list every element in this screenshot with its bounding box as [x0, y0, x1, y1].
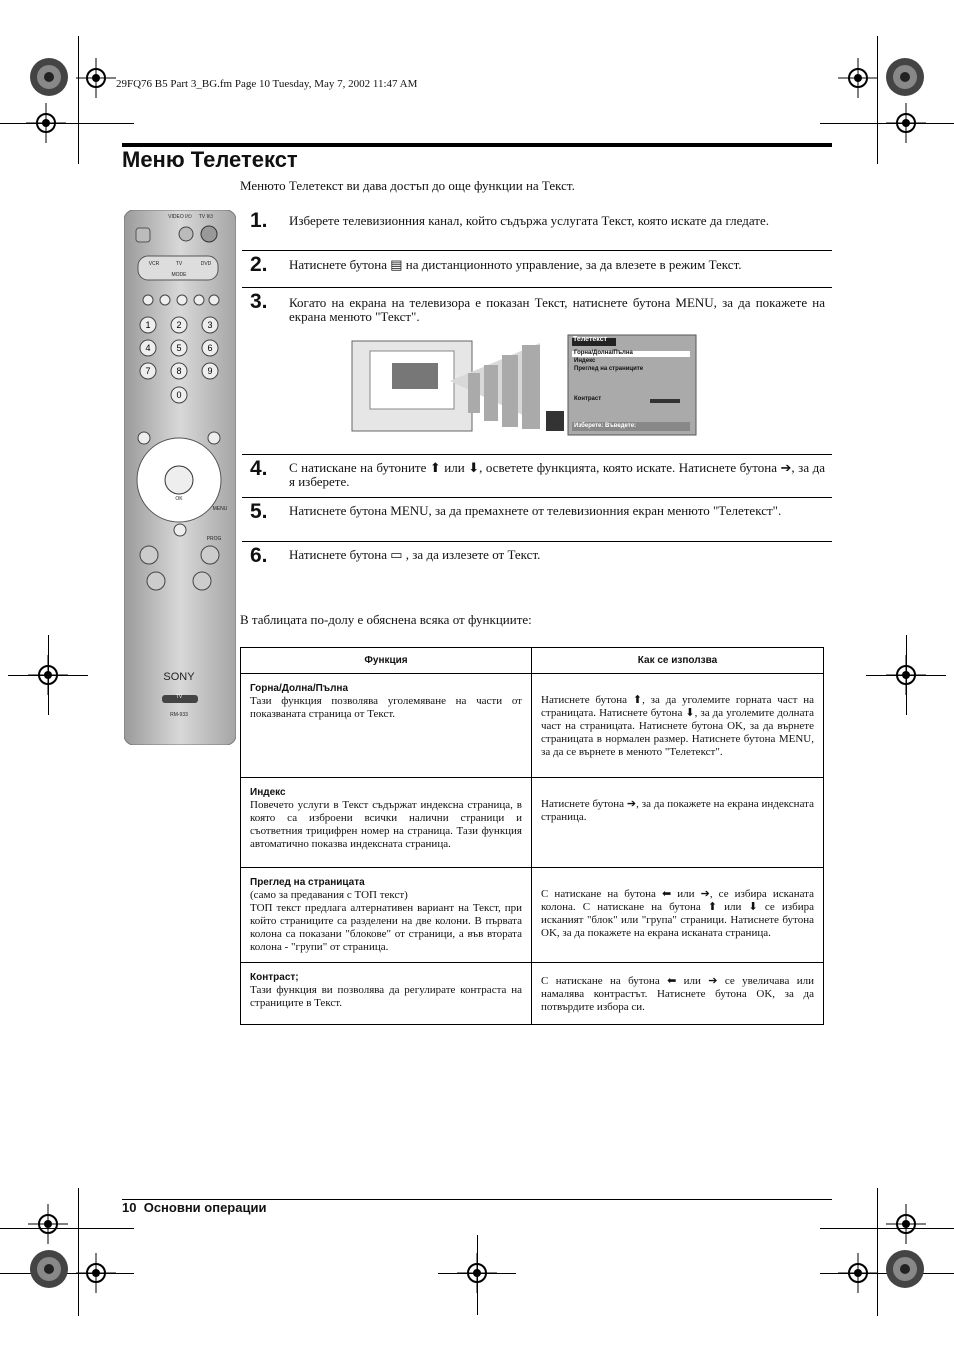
function-cell	[241, 778, 532, 868]
remote-digit: 0	[176, 390, 182, 400]
step-number: 2.	[250, 253, 268, 276]
remote-label: VIDEO I/⏻	[168, 214, 192, 220]
step-text: Натиснете бутона ▭ , за да излезете от Текст.	[289, 547, 541, 562]
step-text: Натиснете бутона ▤ на дистанционното управление, за да влезете в режим Текст.	[289, 257, 742, 272]
table-intro: В таблицата по-долу е обяснена всяка от функциите:	[240, 612, 532, 627]
remote-label: TV	[175, 694, 183, 700]
function-cell	[241, 868, 532, 963]
page-title: Меню Телетекст	[122, 147, 298, 172]
remote-digit: 8	[176, 366, 182, 376]
table-row	[241, 868, 824, 963]
remote-digit: 2	[176, 320, 182, 330]
step-number: 1.	[250, 209, 268, 232]
usage-cell: Натиснете бутона ⬆, за да уголемите горната част на страницата. Натиснете бутона ⬇, за да уголемите долната част на страницата. Натиснете бутона OK, за да върнете страницата в нормален размер. Натиснете бутона MENU, за да се върнете в менюто "Телетекст".	[532, 674, 824, 778]
function-name: Индекс	[250, 787, 286, 798]
teletext-menu-illustration	[350, 333, 700, 438]
crop-line	[0, 123, 134, 124]
step-number: 4.	[250, 457, 268, 480]
step-text: С натискане на бутоните ⬆ или ⬇, осветете функцията, която искате. Натиснете бутона ➔, за да я изберете.	[289, 460, 825, 489]
remote-label: OK	[175, 496, 183, 502]
step-text: Когато на екрана на телевизора е показан Текст, натиснете бутона MENU, за да покажете на екрана менюто "Текст".	[289, 295, 825, 324]
crosshair-icon	[26, 103, 66, 143]
registration-mark-icon	[884, 1248, 926, 1290]
intro-text: Менюто Телетекст ви дава достъп до още функции на Текст.	[240, 178, 575, 193]
remote-label: RM-933	[170, 712, 188, 718]
step-5	[242, 498, 832, 542]
step-number: 3.	[250, 290, 268, 313]
step-text: Натиснете бутона MENU, за да премахнете от телевизионния екран менюто "Телетекст".	[289, 503, 782, 518]
osd-contrast-label: Контраст	[574, 396, 602, 402]
crosshair-icon	[76, 1253, 116, 1293]
step-number: 6.	[250, 544, 268, 567]
crosshair-icon	[457, 1253, 497, 1293]
osd-title: Телетекст	[573, 336, 608, 343]
remote-digit: 7	[145, 366, 151, 376]
step-6	[242, 542, 832, 578]
remote-digit: 4	[145, 343, 151, 353]
remote-label: MENU	[212, 506, 228, 512]
function-name: Преглед на страницата	[250, 877, 365, 888]
remote-label: TV I/⏻	[198, 214, 214, 220]
remote-digit: 9	[207, 366, 213, 376]
crosshair-icon	[28, 1204, 68, 1244]
remote-label: TV	[175, 261, 183, 267]
page-footer	[122, 1200, 266, 1215]
crop-line	[78, 1188, 79, 1316]
remote-digit: 3	[207, 320, 213, 330]
remote-control-illustration	[124, 210, 236, 745]
usage-cell: С натискане на бутона ⬅ или ➔, се избира исканата колона. С натискане на бутона ⬆ или ⬇ се избира исканият "блок" или "група" страници. Натиснете бутона OK, за да покажете на екрана исканата страница.	[532, 868, 824, 963]
remote-label: VCR	[148, 261, 160, 267]
function-description: Тази функция ви позволява да регулирате контраста на страниците в Текст.	[250, 984, 522, 1009]
usage-cell: С натискане на бутона ⬅ или ➔ се увеличава или намалява контрастът. Натиснете бутона OK, за да потвърдите избора си.	[532, 963, 824, 1025]
function-description: Повечето услуги в Текст съдържат индексна страница, в която са изброени всички налични страници и съответния трицифрен номер на страница. Тази функция автоматично показва индексната страница.	[250, 799, 522, 850]
osd-footer: Изберете: Въведете:	[574, 423, 637, 429]
osd-item-3: Преглед на страниците	[574, 366, 644, 372]
registration-mark-icon	[884, 56, 926, 98]
remote-digit: 5	[176, 343, 182, 353]
step-text: Изберете телевизионния канал, който съдържа услугата Текст, която искате да гледате.	[289, 213, 769, 228]
section-name: Основни операции	[143, 1200, 267, 1215]
remote-digit: 6	[207, 343, 213, 353]
step-number: 5.	[250, 500, 268, 523]
crop-line	[877, 1188, 878, 1316]
remote-label: MODE	[171, 272, 187, 278]
remote-label: DVD	[200, 261, 212, 267]
remote-digit: 1	[145, 320, 151, 330]
crosshair-icon	[886, 103, 926, 143]
crop-line	[877, 36, 878, 164]
crosshair-icon	[886, 655, 926, 695]
remote-label: SONY	[163, 671, 195, 683]
table-row	[241, 674, 824, 778]
table-row	[241, 778, 824, 868]
usage-cell: Натиснете бутона ➔, за да покажете на екрана индексната страница.	[532, 778, 824, 868]
function-cell	[241, 963, 532, 1025]
crop-line	[78, 36, 79, 164]
osd-item-1: Горна/Долна/Пълна	[574, 350, 633, 356]
registration-mark-icon	[28, 56, 70, 98]
osd-item-2: Индекс	[574, 358, 596, 364]
table-header-function: Функция	[241, 648, 532, 674]
step-1	[242, 207, 832, 251]
function-description: Тази функция позволява уголемяване на части от показваната страница от Текст.	[250, 695, 522, 720]
crosshair-icon	[838, 1253, 878, 1293]
file-info-header: 29FQ76 B5 Part 3_BG.fm Page 10 Tuesday, May 7, 2002 11:47 AM	[116, 78, 418, 90]
crosshair-icon	[28, 655, 68, 695]
table-header-usage: Как се използва	[532, 648, 824, 674]
function-name: Горна/Долна/Пълна	[250, 683, 349, 694]
crosshair-icon	[76, 58, 116, 98]
function-name: Контраст;	[250, 972, 299, 983]
page-number: 10	[122, 1200, 137, 1215]
crosshair-icon	[838, 58, 878, 98]
step-4	[242, 455, 832, 498]
crosshair-icon	[886, 1204, 926, 1244]
registration-mark-icon	[28, 1248, 70, 1290]
step-2	[242, 251, 832, 288]
functions-table	[240, 647, 824, 1025]
function-description: (само за предавания с ТОП текст) ТОП текст предлага алтернативен вариант на Текст, при който страниците са разделени на две колони. В първата колона са показани "блокове" от страници, а във втората колона - "групи" от страница.	[250, 889, 522, 953]
table-row	[241, 963, 824, 1025]
function-cell	[241, 674, 532, 778]
remote-label: PROG	[206, 536, 222, 542]
